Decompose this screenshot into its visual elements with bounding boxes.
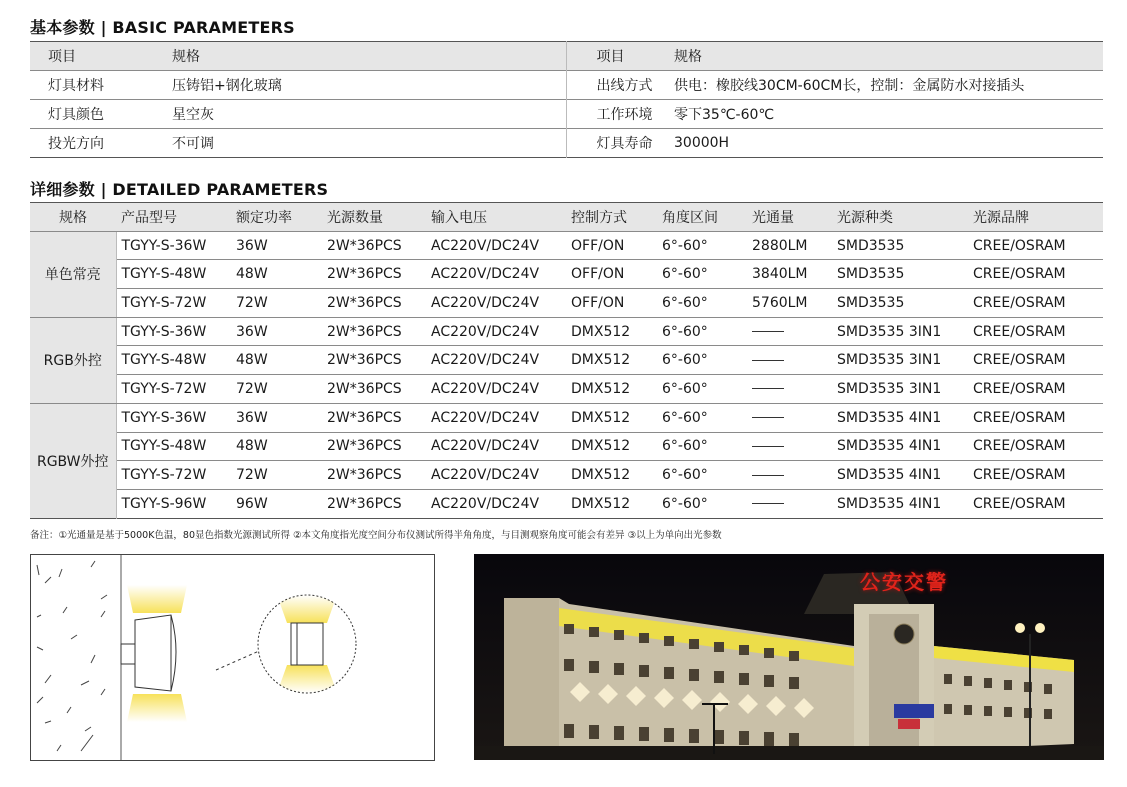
led-type-cell: SMD3535 4IN1: [837, 461, 973, 490]
model-cell: TGYY-S-48W: [116, 346, 236, 375]
header-item: 项目: [48, 49, 76, 65]
lumen-cell: 2880LM: [752, 231, 837, 260]
brand-cell: CREE/OSRAM: [973, 461, 1103, 490]
angle-cell: 6°-60°: [662, 289, 752, 318]
brand-cell: CREE/OSRAM: [973, 403, 1103, 432]
table-row: [30, 375, 1103, 404]
led-type-cell: SMD3535 3IN1: [837, 375, 973, 404]
control-cell: OFF/ON: [571, 260, 662, 289]
dash-mark: [752, 475, 784, 476]
brand-cell: CREE/OSRAM: [973, 260, 1103, 289]
brand-cell: CREE/OSRAM: [973, 375, 1103, 404]
power-cell: 96W: [236, 495, 268, 512]
led-type-cell: SMD3535 3IN1: [837, 346, 973, 375]
dash-mark: [752, 446, 784, 447]
power-cell: 48W: [236, 432, 327, 461]
detail-fixture: [291, 623, 323, 665]
voltage-cell: AC220V/DC24V: [431, 346, 571, 375]
table-row: [30, 432, 1103, 461]
led-type-cell: SMD3535: [837, 231, 973, 260]
table-row: [30, 129, 1103, 158]
basic-value: 30000H: [674, 135, 730, 151]
red-sign: [898, 719, 920, 729]
basic-value: 星空灰: [172, 107, 214, 123]
header-brand: 光源品牌: [973, 203, 1103, 232]
angle-cell: 6°-60°: [662, 317, 752, 346]
header-lumen: 光通量: [752, 203, 837, 232]
angle-cell: 6°-60°: [662, 403, 752, 432]
table-row: [30, 260, 1103, 289]
basic-value: 零下35℃-60℃: [674, 107, 775, 123]
led-count-cell: 2W*36PCS: [327, 432, 431, 461]
voltage-cell: AC220V/DC24V: [431, 495, 540, 512]
led-type-cell: SMD3535: [837, 289, 973, 318]
header-spec: 规格: [172, 49, 200, 65]
header-angle: 角度区间: [662, 203, 752, 232]
angle-cell: 6°-60°: [662, 432, 752, 461]
building-sign: 公安交警: [860, 570, 948, 594]
detail-header-row: [30, 203, 1103, 232]
header-model: 产品型号: [116, 203, 236, 232]
power-cell: 72W: [236, 375, 327, 404]
angle-cell: 6°-60°: [662, 346, 752, 375]
model-cell: TGYY-S-96W: [121, 495, 207, 512]
header-spec: 规格: [674, 49, 702, 65]
led-type-cell: SMD3535 4IN1: [837, 403, 973, 432]
dash-mark: [752, 388, 784, 389]
fixture-body: [135, 615, 176, 691]
table-row: [30, 346, 1103, 375]
model-cell: TGYY-S-72W: [116, 289, 236, 318]
table-row: [30, 231, 1103, 260]
model-cell: TGYY-S-36W: [116, 231, 236, 260]
led-count-cell: 2W*36PCS: [327, 317, 431, 346]
lumen-cell: [752, 346, 837, 375]
footnote: 备注：①光通量是基于5000K色温，80显色指数光源测试所得 ②本文角度指光度空间分布仪测试所得半角角度，与目测观察角度可能会有差异 ③以上为单向出光参数: [30, 530, 722, 541]
voltage-cell: AC220V/DC24V: [431, 403, 571, 432]
lumen-cell: 3840LM: [752, 260, 837, 289]
basic-header-row: [30, 42, 1103, 71]
basic-value: 压铸铝+钢化玻璃: [172, 78, 282, 94]
lumen-cell: [752, 317, 837, 346]
table-row: [30, 100, 1103, 129]
building-night-scene: [474, 554, 1104, 760]
voltage-cell: AC220V/DC24V: [431, 260, 571, 289]
basic-label: 出线方式: [566, 71, 674, 100]
up-beam: [127, 585, 187, 613]
lumen-cell: [752, 489, 837, 518]
power-cell: 36W: [236, 231, 327, 260]
leader-line: [216, 651, 259, 670]
brand-cell: CREE/OSRAM: [973, 432, 1103, 461]
led-type-cell: SMD3535 4IN1: [837, 495, 942, 512]
header-led-count: 光源数量: [327, 203, 431, 232]
angle-cell: 6°-60°: [662, 375, 752, 404]
control-cell: DMX512: [571, 317, 662, 346]
angle-cell: 6°-60°: [662, 495, 708, 512]
led-type-cell: SMD3535 4IN1: [837, 432, 973, 461]
lumen-cell: [752, 375, 837, 404]
table-row: [30, 461, 1103, 490]
model-cell: TGYY-S-36W: [116, 317, 236, 346]
basic-label: 灯具寿命: [566, 129, 674, 158]
led-type-cell: SMD3535: [837, 260, 973, 289]
brand-cell: CREE/OSRAM: [973, 317, 1103, 346]
mount-plate: [121, 644, 135, 664]
control-cell: OFF/ON: [571, 289, 662, 318]
power-cell: 36W: [236, 403, 327, 432]
power-cell: 36W: [236, 317, 327, 346]
header-control: 控制方式: [571, 203, 662, 232]
lumen-cell: [752, 461, 837, 490]
model-cell: TGYY-S-36W: [116, 403, 236, 432]
voltage-cell: AC220V/DC24V: [431, 375, 571, 404]
basic-params-title: 基本参数 | BASIC PARAMETERS: [30, 18, 295, 37]
led-count-cell: 2W*36PCS: [327, 260, 431, 289]
basic-label: 灯具材料: [48, 78, 104, 94]
control-cell: DMX512: [571, 403, 662, 432]
brand-cell: CREE/OSRAM: [973, 346, 1103, 375]
control-cell: OFF/ON: [571, 231, 662, 260]
control-cell: DMX512: [571, 375, 662, 404]
power-cell: 48W: [236, 346, 327, 375]
power-cell: 48W: [236, 260, 327, 289]
basic-label: 工作环境: [566, 100, 674, 129]
project-photo: [474, 554, 1104, 760]
group-label: RGBW外控: [30, 403, 116, 518]
dash-mark: [752, 360, 784, 361]
basic-params-table: [30, 41, 1103, 158]
table-row: [30, 489, 1103, 518]
basic-label: 投光方向: [48, 136, 104, 152]
header-voltage: 输入电压: [431, 203, 571, 232]
model-cell: TGYY-S-48W: [116, 432, 236, 461]
led-count-cell: 2W*36PCS: [327, 495, 402, 512]
ground: [474, 746, 1104, 760]
angle-cell: 6°-60°: [662, 461, 752, 490]
brand-cell: CREE/OSRAM: [973, 495, 1066, 512]
installation-diagram: [30, 554, 435, 761]
control-cell: DMX512: [571, 432, 662, 461]
voltage-cell: AC220V/DC24V: [431, 289, 571, 318]
table-row: [30, 403, 1103, 432]
header-power: 额定功率: [236, 203, 327, 232]
dash-mark: [752, 417, 784, 418]
model-cell: TGYY-S-48W: [116, 260, 236, 289]
power-cell: 72W: [236, 461, 327, 490]
dash-mark: [752, 331, 784, 332]
lumen-cell: 5760LM: [752, 289, 837, 318]
header-led-type: 光源种类: [837, 203, 973, 232]
wall-texture: [37, 561, 107, 751]
brand-cell: CREE/OSRAM: [973, 289, 1103, 318]
table-row: [30, 289, 1103, 318]
group-label: RGB外控: [30, 317, 116, 403]
led-count-cell: 2W*36PCS: [327, 461, 431, 490]
voltage-cell: AC220V/DC24V: [431, 432, 571, 461]
table-row: [30, 71, 1103, 100]
angle-cell: 6°-60°: [662, 231, 752, 260]
control-cell: DMX512: [571, 495, 631, 512]
detailed-params-table: [30, 202, 1103, 519]
basic-value: 供电：橡胶线30CM-60CM长，控制：金属防水对接插头: [674, 78, 1025, 94]
model-cell: TGYY-S-72W: [116, 461, 236, 490]
led-count-cell: 2W*36PCS: [327, 346, 431, 375]
control-cell: DMX512: [571, 461, 662, 490]
led-count-cell: 2W*36PCS: [327, 375, 431, 404]
basic-label: 灯具颜色: [48, 107, 104, 123]
blue-sign: [894, 704, 934, 718]
wall-light-diagram: [31, 555, 435, 761]
header-spec: 规格: [30, 203, 116, 232]
voltage-cell: AC220V/DC24V: [431, 231, 571, 260]
voltage-cell: AC220V/DC24V: [431, 317, 571, 346]
led-type-cell: SMD3535 3IN1: [837, 317, 973, 346]
voltage-cell: AC220V/DC24V: [431, 461, 571, 490]
down-beam: [127, 694, 187, 722]
led-count-cell: 2W*36PCS: [327, 289, 431, 318]
lumen-cell: [752, 403, 837, 432]
led-count-cell: 2W*36PCS: [327, 231, 431, 260]
table-row: [30, 317, 1103, 346]
led-count-cell: 2W*36PCS: [327, 403, 431, 432]
lumen-cell: [752, 432, 837, 461]
brand-cell: CREE/OSRAM: [973, 231, 1103, 260]
detailed-params-title: 详细参数 | DETAILED PARAMETERS: [30, 180, 329, 199]
angle-cell: 6°-60°: [662, 260, 752, 289]
dash-mark: [752, 503, 784, 504]
basic-value: 不可调: [172, 136, 214, 152]
power-cell: 72W: [236, 289, 327, 318]
control-cell: DMX512: [571, 346, 662, 375]
group-label: 单色常亮: [30, 231, 116, 317]
model-cell: TGYY-S-72W: [116, 375, 236, 404]
header-item: 项目: [566, 42, 674, 71]
